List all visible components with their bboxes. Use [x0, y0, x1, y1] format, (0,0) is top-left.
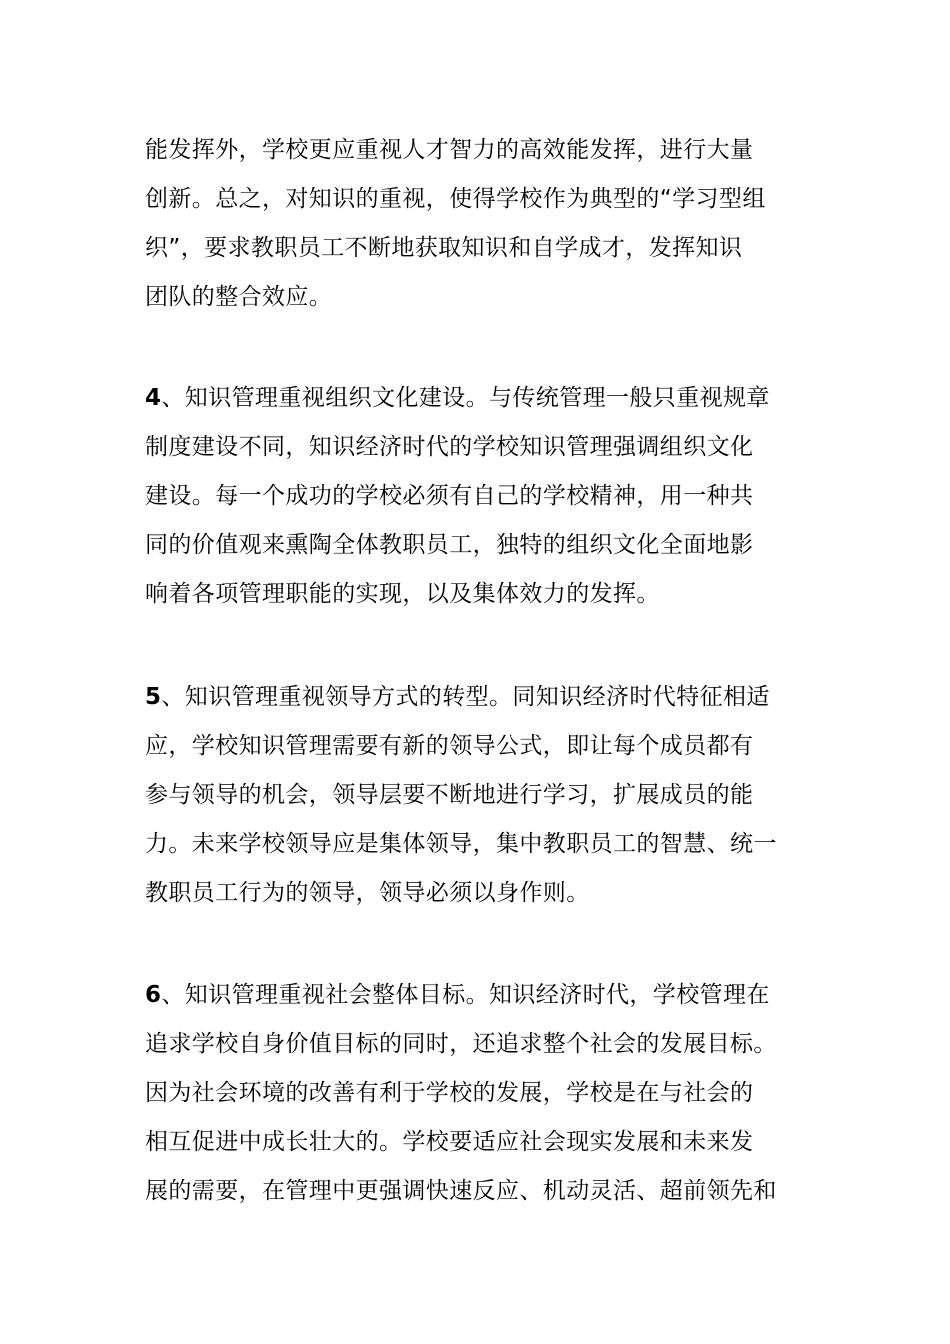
paragraph-continuation [145, 126, 825, 322]
text-line [145, 971, 825, 1020]
text-line: 团队的整合效应。 [145, 284, 333, 310]
text-line: 响着各项管理职能的实现，以及集体效力的发挥。 [145, 581, 660, 607]
text-line: 能发挥外，学校更应重视人才智力的高效能发挥，进行大量 [145, 137, 754, 163]
paragraph-4 [145, 374, 825, 619]
paragraph-number: 4 [145, 385, 162, 411]
paragraph-number: 5 [145, 684, 162, 710]
text-line-content: 、知识管理重视社会整体目标。知识经济时代，学校管理在 [161, 982, 770, 1008]
text-line: 应，学校知识管理需要有新的领导公式，即让每个成员都有 [145, 733, 754, 759]
text-line: 制度建设不同，知识经济时代的学校知识管理强调组织文化 [145, 434, 754, 460]
paragraph-5 [145, 673, 825, 918]
text-line: 同的价值观来熏陶全体教职员工，独特的组织文化全面地影 [145, 532, 754, 558]
text-line: 追求学校自身价值目标的同时，还追求整个社会的发展目标。 [145, 1031, 777, 1057]
paragraph-6 [145, 971, 825, 1216]
text-line-content: 、知识管理重视组织文化建设。与传统管理一般只重视规章 [161, 385, 770, 411]
text-line: 展的需要，在管理中更强调快速反应、机动灵活、超前领先和 [145, 1178, 777, 1204]
text-line: 建设。每一个成功的学校必须有自己的学校精神，用一种共 [145, 483, 754, 509]
text-line: 教职员工行为的领导，领导必须以身作则。 [145, 880, 590, 906]
text-line: 参与领导的机会，领导层要不断地进行学习，扩展成员的能 [145, 782, 754, 808]
text-line [145, 374, 825, 423]
text-line: 相互促进中成长壮大的。学校要适应社会现实发展和未来发 [145, 1129, 754, 1155]
text-line: 创新。总之，对知识的重视，使得学校作为典型的“学习型组 [145, 186, 766, 212]
text-line: 因为社会环境的改善有利于学校的发展，学校是在与社会的 [145, 1080, 754, 1106]
text-line: 织”，要求教职员工不断地获取知识和自学成才，发挥知识 [145, 235, 743, 261]
text-line [145, 673, 825, 722]
text-line-content: 、知识管理重视领导方式的转型。同知识经济时代特征相适 [161, 684, 770, 710]
text-line: 力。未来学校领导应是集体领导，集中教职员工的智慧、统一 [145, 831, 777, 857]
paragraph-number: 6 [145, 982, 162, 1008]
